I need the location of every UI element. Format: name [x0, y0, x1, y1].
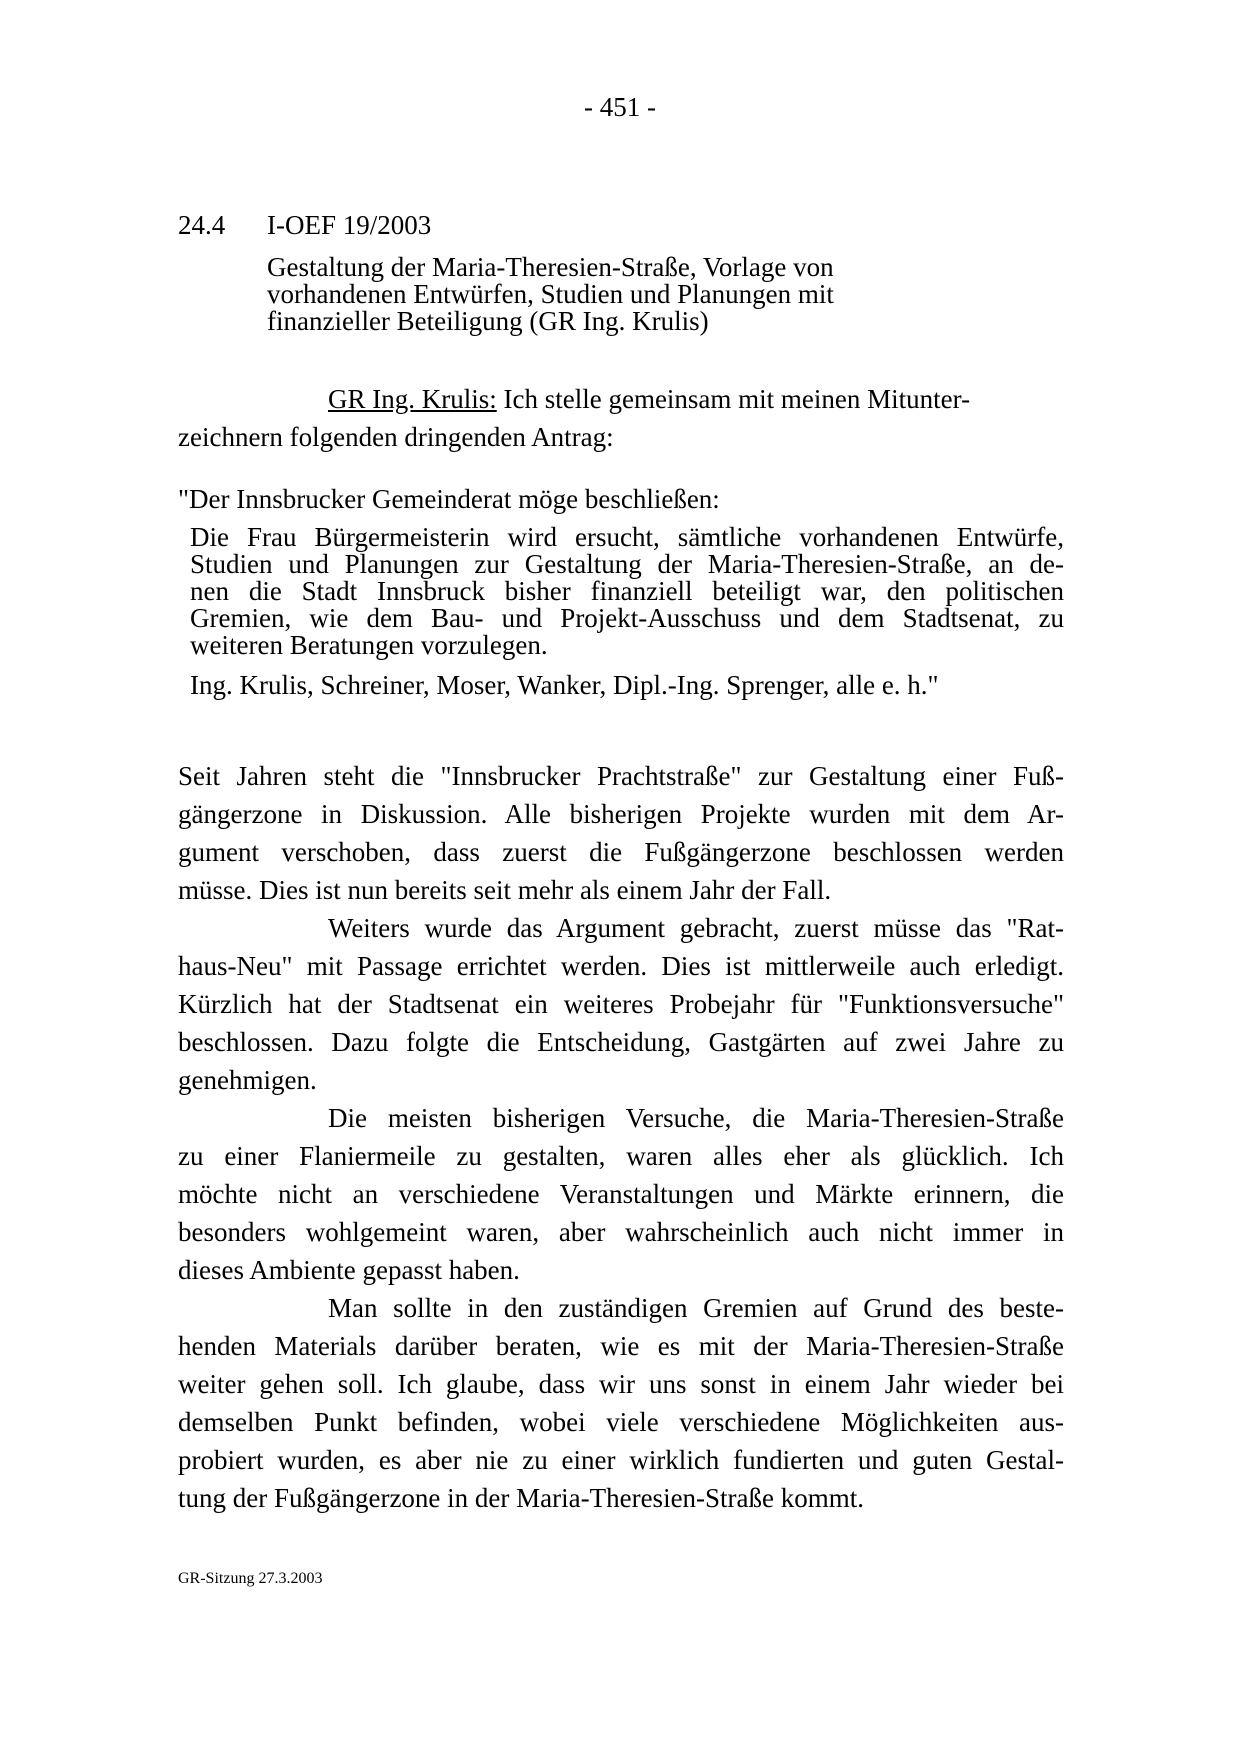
body-line: beschlossen. Dazu folgte die Entscheidung, Gastgärten auf zwei Jahre zu: [178, 1027, 1064, 1057]
body-line: demselben Punkt befinden, wobei viele verschiedene Möglichkeiten aus-: [178, 1407, 1064, 1437]
motion-signatories: Ing. Krulis, Schreiner, Moser, Wanker, Dipl.-Ing. Sprenger, alle e. h.": [190, 670, 939, 700]
motion-text: [190, 524, 1064, 659]
speaker-name: GR Ing. Krulis:: [328, 384, 497, 414]
agenda-item-code: I-OEF 19/2003: [267, 210, 432, 240]
body-line: zu einer Flaniermeile zu gestalten, waren alles eher als glücklich. Ich: [178, 1141, 1064, 1171]
motion-opening: "Der Innsbrucker Gemeinderat möge beschließen:: [178, 484, 720, 514]
paragraph-3: [178, 1099, 1064, 1289]
agenda-item-number: 24.4: [178, 210, 226, 240]
motion-line: Gremien, wie dem Bau- und Projekt-Ausschuss und dem Stadtsenat, zu: [190, 603, 1064, 633]
agenda-item-title-line: Gestaltung der Maria-Theresien-Straße, Vorlage von: [267, 252, 834, 282]
body-line: probiert wurden, es aber nie zu einer wirklich fundierten und guten Gestal-: [178, 1445, 1064, 1475]
page-number: - 451 -: [584, 92, 656, 122]
body-line: besonders wohlgemeint waren, aber wahrscheinlich auch nicht immer in: [178, 1217, 1064, 1247]
motion-line: Studien und Planungen zur Gestaltung der Maria-Theresien-Straße, an de-: [190, 549, 1064, 579]
body-line: tung der Fußgängerzone in der Maria-Theresien-Straße kommt.: [178, 1483, 865, 1513]
paragraph-1: [178, 757, 1064, 909]
body-line: Seit Jahren steht die "Innsbrucker Prachtstraße" zur Gestaltung einer Fuß-: [178, 761, 1064, 791]
footer-session-date: GR-Sitzung 27.3.2003: [178, 1570, 323, 1587]
body-line: dieses Ambiente gepasst haben.: [178, 1255, 520, 1285]
motion-line: weiteren Beratungen vorzulegen.: [190, 630, 548, 660]
body-line: henden Materials darüber beraten, wie es mit der Maria-Theresien-Straße: [178, 1331, 1064, 1361]
body-line: müsse. Dies ist nun bereits seit mehr als einem Jahr der Fall.: [178, 875, 832, 905]
body-line: Weiters wurde das Argument gebracht, zuerst müsse das "Rat-: [328, 913, 1064, 943]
agenda-item-title-line: finanzieller Beteiligung (GR Ing. Krulis): [267, 306, 709, 336]
agenda-item-title-line: vorhandenen Entwürfen, Studien und Planungen mit: [267, 279, 834, 309]
body-line: Man sollte in den zuständigen Gremien auf Grund des beste-: [328, 1293, 1064, 1323]
body-line: weiter gehen soll. Ich glaube, dass wir uns sonst in einem Jahr wieder bei: [178, 1369, 1064, 1399]
speaker-intro-line: zeichnern folgenden dringenden Antrag:: [178, 422, 614, 452]
speaker-intro: [178, 380, 1064, 456]
speaker-intro-line: [178, 380, 1064, 418]
body-line: genehmigen.: [178, 1065, 317, 1095]
body-line: möchte nicht an verschiedene Veranstaltungen und Märkte erinnern, die: [178, 1179, 1064, 1209]
body-line: Kürzlich hat der Stadtsenat ein weiteres Probejahr für "Funktionsversuche": [178, 989, 1064, 1019]
body-line: haus-Neu" mit Passage errichtet werden. Dies ist mittlerweile auch erledigt.: [178, 951, 1064, 981]
body-line: gument verschoben, dass zuerst die Fußgängerzone beschlossen werden: [178, 837, 1064, 867]
paragraph-2: [178, 909, 1064, 1099]
motion-line: Die Frau Bürgermeisterin wird ersucht, sämtliche vorhandenen Entwürfe,: [190, 522, 1064, 552]
speech-body: [178, 757, 1064, 1517]
motion-line: nen die Stadt Innsbruck bisher finanziell beteiligt war, den politischen: [190, 576, 1064, 606]
body-line: gängerzone in Diskussion. Alle bisherigen Projekte wurden mit dem Ar-: [178, 799, 1064, 829]
body-line: Die meisten bisherigen Versuche, die Maria-Theresien-Straße: [328, 1103, 1064, 1133]
paragraph-4: [178, 1289, 1064, 1517]
speaker-intro-text: Ich stelle gemeinsam mit meinen Mitunter-: [496, 384, 971, 414]
agenda-item-title: [267, 254, 967, 335]
